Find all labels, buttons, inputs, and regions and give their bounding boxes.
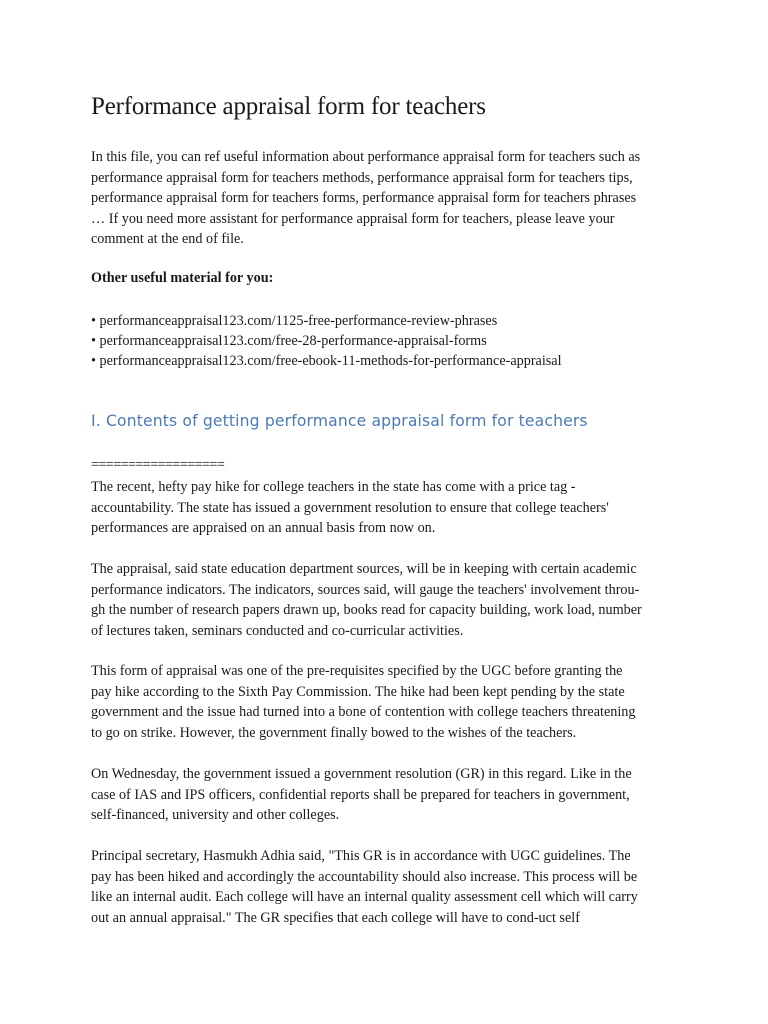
paragraph-line: This form of appraisal was one of the pre-requisites specified by the UGC before granting the bbox=[91, 663, 623, 679]
intro-line: … If you need more assistant for performance appraisal form for teachers, please leave your bbox=[91, 210, 615, 227]
paragraph-line: Principal secretary, Hasmukh Adhia said, "This GR is in accordance with UGC guidelines. The bbox=[91, 848, 631, 864]
useful-links-list bbox=[91, 311, 562, 372]
paragraph-line: The recent, hefty pay hike for college teachers in the state has come with a price tag - bbox=[91, 479, 576, 495]
useful-link[interactable]: • performanceappraisal123.com/free-28-performance-appraisal-forms bbox=[91, 333, 487, 350]
document-title: Performance appraisal form for teachers bbox=[91, 93, 486, 120]
body-paragraph bbox=[91, 764, 691, 826]
paragraph-line: On Wednesday, the government issued a government resolution (GR) in this regard. Like in the bbox=[91, 766, 632, 782]
paragraph-line: pay hike according to the Sixth Pay Commission. The hike had been kept pending by the state bbox=[91, 683, 625, 700]
intro-line: performance appraisal form for teachers methods, performance appraisal form for teachers tips, bbox=[91, 169, 633, 186]
text-divider: ================== bbox=[91, 457, 225, 473]
intro-line: In this file, you can ref useful information about performance appraisal form for teachers such as bbox=[91, 149, 641, 165]
paragraph-line: gh the number of research papers drawn up, books read for capacity building, work load, number bbox=[91, 602, 642, 619]
paragraph-line: like an internal audit. Each college will have an internal quality assessment cell which will carry bbox=[91, 889, 638, 906]
intro-line: comment at the end of file. bbox=[91, 231, 244, 248]
paragraph-line: to go on strike. However, the government finally bowed to the wishes of the teachers. bbox=[91, 724, 577, 741]
paragraph-line: performance indicators. The indicators, sources said, will gauge the teachers' involvement throu- bbox=[91, 581, 640, 598]
section-heading: I. Contents of getting performance appraisal form for teachers bbox=[91, 412, 588, 430]
useful-link[interactable]: • performanceappraisal123.com/1125-free-performance-review-phrases bbox=[91, 313, 498, 329]
paragraph-line: pay has been hiked and accordingly the accountability should also increase. This process will be bbox=[91, 868, 638, 885]
paragraph-line: of lectures taken, seminars conducted and co-curricular activities. bbox=[91, 622, 464, 639]
paragraph-line: The appraisal, said state education department sources, will be in keeping with certain academic bbox=[91, 561, 637, 577]
paragraph-line: case of IAS and IPS officers, confidential reports shall be prepared for teachers in government, bbox=[91, 786, 630, 803]
body-paragraph bbox=[91, 477, 691, 539]
paragraph-line: self-financed, university and other colleges. bbox=[91, 807, 340, 824]
body-paragraph bbox=[91, 559, 691, 641]
paragraph-line: government and the issue had turned into a bone of contention with college teachers threatening bbox=[91, 704, 636, 721]
other-material-heading: Other useful material for you: bbox=[91, 270, 274, 286]
paragraph-line: accountability. The state has issued a government resolution to ensure that college teachers' bbox=[91, 499, 609, 516]
intro-paragraph bbox=[91, 147, 691, 250]
body-paragraph bbox=[91, 661, 691, 743]
body-paragraph bbox=[91, 846, 691, 928]
paragraph-line: performances are appraised on an annual basis from now on. bbox=[91, 520, 436, 537]
paragraph-line: out an annual appraisal." The GR specifies that each college will have to cond-uct self bbox=[91, 909, 580, 926]
useful-link[interactable]: • performanceappraisal123.com/free-ebook-11-methods-for-performance-appraisal bbox=[91, 353, 562, 370]
intro-line: performance appraisal form for teachers forms, performance appraisal form for teachers phrases bbox=[91, 190, 637, 207]
